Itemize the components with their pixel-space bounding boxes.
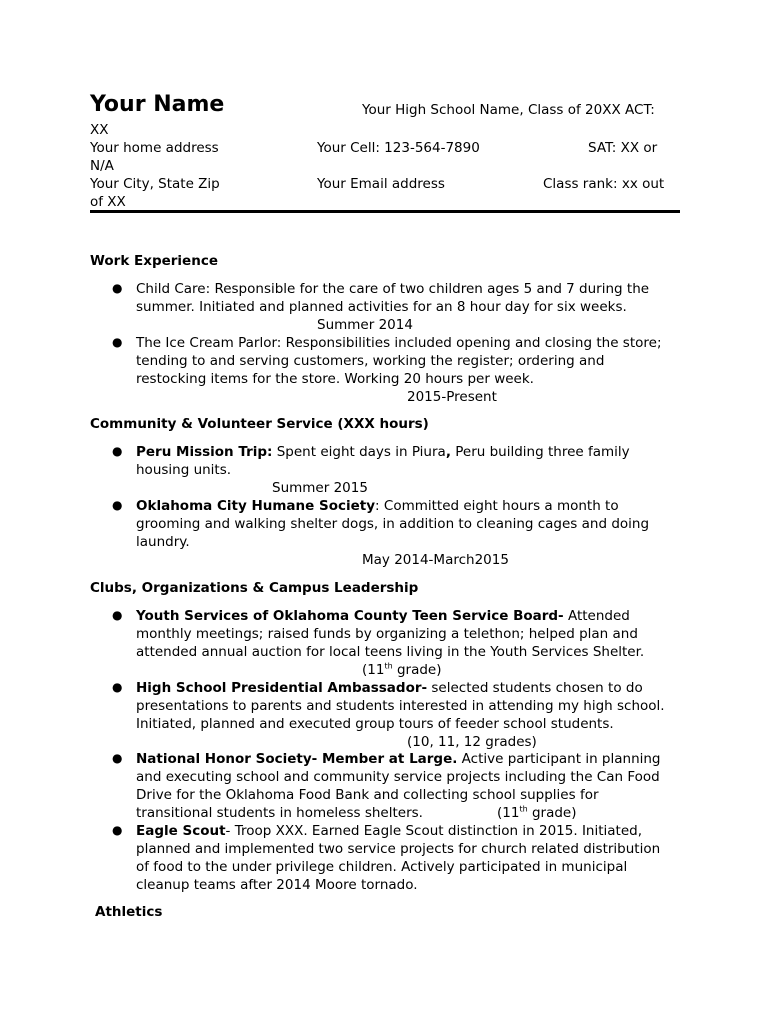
sat-score: SAT: XX or xyxy=(588,140,658,156)
club-item-title: Eagle Scout xyxy=(136,823,226,839)
city-state-zip: Your City, State Zip xyxy=(90,176,220,192)
date-text: grade) xyxy=(527,805,577,821)
community-item-line xyxy=(136,497,619,515)
club-item-line xyxy=(136,679,643,697)
work-item-line: restocking items for the store. Working 20 hours per week. xyxy=(136,371,534,387)
community-item-line: grooming and walking shelter dogs, in addition to cleaning cages and doing xyxy=(136,516,650,532)
community-item-title: Oklahoma City Humane Society xyxy=(136,498,376,514)
class-rank-wrap: of XX xyxy=(90,194,126,210)
school-line-wrap: XX xyxy=(90,122,109,138)
work-item-line: tending to and serving customers, working the register; ordering and xyxy=(136,353,605,369)
athletics-heading: Athletics xyxy=(95,904,163,920)
bullet-icon: ● xyxy=(112,335,123,349)
cell-phone: Your Cell: 123-564-7890 xyxy=(317,140,480,156)
community-item-date: May 2014-March2015 xyxy=(362,552,509,568)
club-item-title: National Honor Society- Member at Large. xyxy=(136,751,458,767)
club-item-line xyxy=(136,607,630,625)
club-item-line xyxy=(136,750,661,768)
community-item-date: Summer 2015 xyxy=(272,480,368,496)
work-item-date: 2015-Present xyxy=(407,389,497,405)
header-divider xyxy=(90,210,680,213)
clubs-heading: Clubs, Organizations & Campus Leadership xyxy=(90,580,419,596)
club-item-title: High School Presidential Ambassador- xyxy=(136,680,428,696)
work-item-date: Summer 2014 xyxy=(317,317,413,333)
date-superscript: th xyxy=(519,804,528,814)
club-item-text: Attended xyxy=(563,608,630,624)
club-item-line: monthly meetings; raised funds by organizing a telethon; helped plan and xyxy=(136,626,638,642)
bullet-icon: ● xyxy=(112,823,123,837)
community-item-text: Spent eight days in Piura xyxy=(272,444,446,460)
club-item-text: selected students chosen to do xyxy=(427,680,643,696)
work-item-line: The Ice Cream Parlor: Responsibilities included opening and closing the store; xyxy=(136,335,662,351)
club-item-line: planned and implemented two service projects for church related distribution xyxy=(136,841,661,857)
club-item-line xyxy=(136,822,642,840)
work-item-line: Child Care: Responsible for the care of two children ages 5 and 7 during the xyxy=(136,281,650,297)
club-item-line: cleanup teams after 2014 Moore tornado. xyxy=(136,877,418,893)
bullet-icon: ● xyxy=(112,498,123,512)
club-item-line: and executing school and community service projects including the Can Food xyxy=(136,769,660,785)
bullet-icon: ● xyxy=(112,444,123,458)
date-superscript: th xyxy=(384,661,393,671)
work-item-line: summer. Initiated and planned activities for an 8 hour day for six weeks. xyxy=(136,299,627,315)
community-item-line xyxy=(136,443,630,461)
community-item-title: Peru Mission Trip: xyxy=(136,444,273,460)
club-item-date xyxy=(362,661,442,679)
bullet-icon: ● xyxy=(112,608,123,622)
bullet-icon: ● xyxy=(112,281,123,295)
date-text: (11 xyxy=(497,805,520,821)
class-rank: Class rank: xx out xyxy=(543,176,665,192)
community-item-comma: , xyxy=(445,444,451,460)
club-item-line: attended annual auction for local teens living in the Youth Services Shelter. xyxy=(136,644,645,660)
date-text: grade) xyxy=(392,662,442,678)
club-item-title: Youth Services of Oklahoma County Teen Service Board- xyxy=(136,608,564,624)
community-item-line: laundry. xyxy=(136,534,190,550)
work-heading: Work Experience xyxy=(90,253,218,269)
club-item-text: - Troop XXX. Earned Eagle Scout distinction in 2015. Initiated, xyxy=(225,823,643,839)
resume-name: Your Name xyxy=(90,92,225,117)
community-item-text: : Committed eight hours a month to xyxy=(375,498,619,514)
email-address: Your Email address xyxy=(317,176,445,192)
community-item-line: housing units. xyxy=(136,462,232,478)
club-item-text: Active participant in planning xyxy=(457,751,661,767)
club-item-date xyxy=(497,804,577,822)
club-item-line: presentations to parents and students interested in attending my high school. xyxy=(136,698,665,714)
club-item-date: (10, 11, 12 grades) xyxy=(407,734,537,750)
date-text: (11 xyxy=(362,662,385,678)
club-item-line: Drive for the Oklahoma Food Bank and collecting school supplies for xyxy=(136,787,599,803)
sat-score-wrap: N/A xyxy=(90,158,114,174)
school-line: Your High School Name, Class of 20XX ACT: xyxy=(362,102,655,118)
bullet-icon: ● xyxy=(112,751,123,765)
club-item-line: transitional students in homeless shelters. xyxy=(136,805,423,821)
community-heading: Community & Volunteer Service (XXX hours) xyxy=(90,416,429,432)
home-address: Your home address xyxy=(90,140,219,156)
club-item-line: Initiated, planned and executed group tours of feeder school students. xyxy=(136,716,614,732)
club-item-line: of food to the under privilege children. Actively participated in municipal xyxy=(136,859,628,875)
bullet-icon: ● xyxy=(112,680,123,694)
community-item-text: Peru building three family xyxy=(450,444,630,460)
